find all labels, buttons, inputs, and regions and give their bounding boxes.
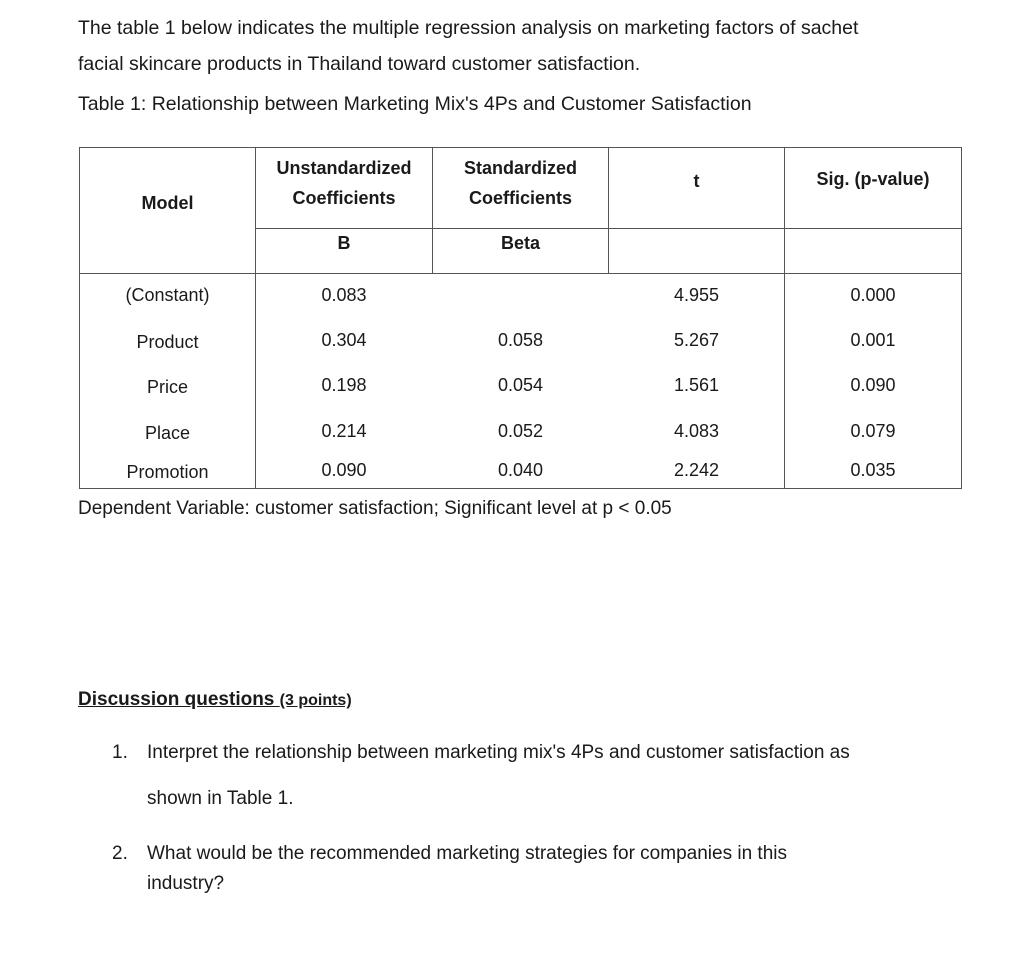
- row-product-b: 0.304: [321, 330, 367, 350]
- row-constant-t: 4.955: [673, 285, 720, 305]
- question-1-number: 1.: [112, 742, 128, 763]
- row-price-t: 1.561: [673, 375, 720, 395]
- row-product-model: Product: [136, 332, 199, 352]
- question-1-line2: shown in Table 1.: [147, 788, 294, 809]
- header-b: B: [337, 233, 351, 253]
- row-place-b: 0.214: [321, 421, 367, 441]
- row-place-sig: 0.079: [850, 421, 896, 441]
- row-product-sig: 0.001: [850, 330, 896, 350]
- table-divider: [80, 273, 961, 274]
- question-1-text: [147, 738, 937, 814]
- row-promotion-t: 2.242: [673, 460, 720, 480]
- intro-paragraph: [78, 10, 938, 82]
- question-2-line2: industry?: [147, 873, 225, 894]
- header-unstandardized: [256, 153, 432, 213]
- row-price-beta: 0.054: [497, 375, 544, 395]
- header-t: t: [693, 171, 700, 191]
- intro-line-1: The table 1 below indicates the multiple regression analysis on marketing factors of sachet: [78, 17, 859, 39]
- discussion-title: [78, 685, 352, 716]
- row-promotion-beta: 0.040: [497, 460, 544, 480]
- row-constant-sig: 0.000: [850, 285, 896, 305]
- header-standardized-line1: Standardized: [463, 158, 578, 178]
- row-place-t: 4.083: [673, 421, 720, 441]
- table-footnote: Dependent Variable: customer satisfaction; Significant level at p < 0.05: [78, 498, 672, 519]
- row-constant-b: 0.083: [321, 285, 367, 305]
- row-constant-model: (Constant): [125, 285, 210, 305]
- row-place-model: Place: [144, 423, 191, 443]
- row-product-t: 5.267: [673, 330, 720, 350]
- question-1-line1: Interpret the relationship between marketing mix's 4Ps and customer satisfaction as: [147, 742, 850, 763]
- question-2-text: [147, 839, 937, 899]
- row-promotion-b: 0.090: [321, 460, 367, 480]
- row-place-beta: 0.052: [497, 421, 544, 441]
- discussion-title-main: Discussion questions: [78, 689, 280, 710]
- header-model: Model: [141, 193, 194, 213]
- table-caption: Table 1: Relationship between Marketing Mix's 4Ps and Customer Satisfaction: [78, 93, 752, 115]
- header-unstandardized-line2: Coefficients: [292, 188, 396, 208]
- header-standardized-line2: Coefficients: [468, 188, 573, 208]
- discussion-title-points: (3 points): [279, 692, 352, 709]
- header-unstandardized-line1: Unstandardized: [276, 158, 412, 178]
- row-price-model: Price: [146, 377, 188, 397]
- row-promotion-model: Promotion: [126, 462, 209, 482]
- header-sig: Sig. (p-value): [816, 169, 930, 189]
- header-standardized: [433, 153, 608, 213]
- question-2-line1: What would be the recommended marketing strategies for companies in this: [147, 843, 787, 864]
- row-price-b: 0.198: [321, 375, 367, 395]
- intro-line-2: facial skincare products in Thailand toward customer satisfaction.: [78, 53, 641, 75]
- row-price-sig: 0.090: [850, 375, 896, 395]
- header-beta: Beta: [500, 233, 540, 253]
- row-promotion-sig: 0.035: [850, 460, 896, 480]
- regression-table: [79, 147, 962, 489]
- question-2-number: 2.: [112, 843, 128, 864]
- row-product-beta: 0.058: [497, 330, 544, 350]
